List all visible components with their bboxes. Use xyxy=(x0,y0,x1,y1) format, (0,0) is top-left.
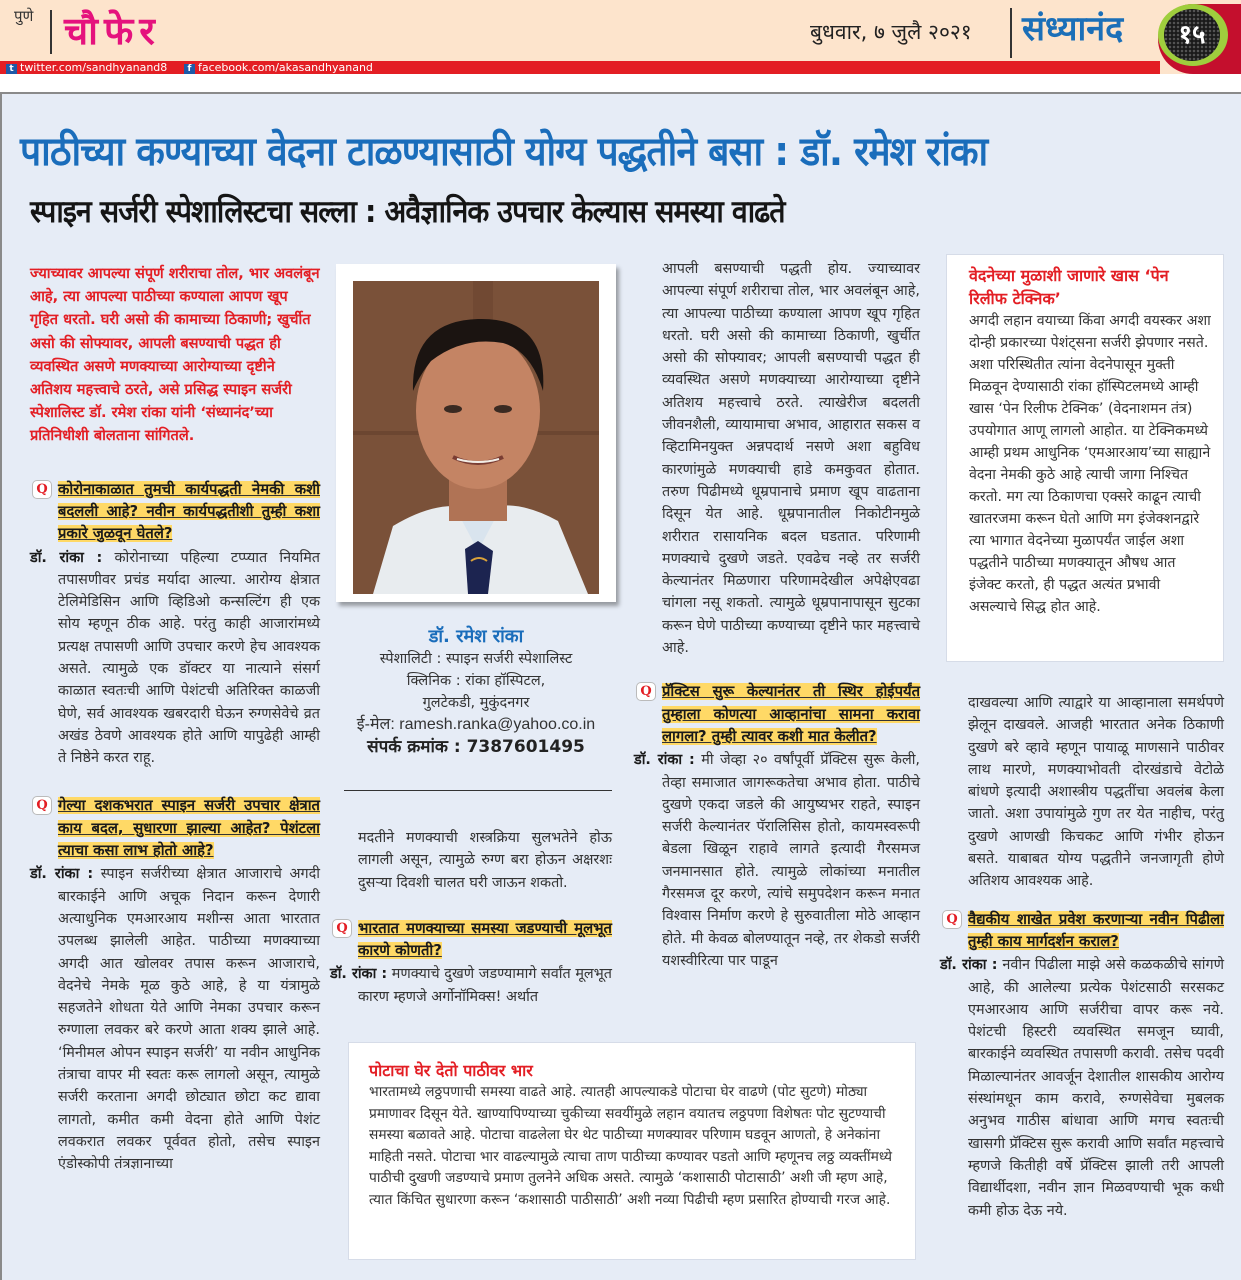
social-bar xyxy=(0,61,1160,74)
clinic-address: गुलटेकडी, मुकुंदनगर xyxy=(422,695,530,711)
facebook-icon: f xyxy=(184,64,195,74)
answer-label: डॉ. रांका : xyxy=(30,866,94,883)
column-1 xyxy=(30,262,320,1176)
question-text: गेल्या दशकभरात स्पाइन सर्जरी उपचार क्षेत्रात काय बदल, सुधारणा झाल्या आहेत? पेशंटला त्याचा कसा लाभ होतो आहे? xyxy=(58,797,320,860)
answer-label: डॉ. रांका : xyxy=(940,957,998,974)
edition-city: पुणे xyxy=(14,7,34,25)
answer xyxy=(30,547,320,770)
answer xyxy=(634,749,920,972)
belly-weight-box xyxy=(348,1042,916,1260)
doctor-photo-frame xyxy=(336,264,616,602)
question xyxy=(30,795,320,862)
question xyxy=(30,479,320,546)
article xyxy=(0,92,1241,1280)
twitter-handle: twitter.com/sandhyanand8 xyxy=(20,61,168,74)
question-text: वैद्यकीय शाखेत प्रवेश करणाऱ्या नवीन पिढीला तुम्ही काय मार्गदर्शन कराल? xyxy=(968,910,1224,950)
question-icon: Q xyxy=(332,919,352,938)
qa-item xyxy=(330,918,612,1008)
masthead xyxy=(0,0,1241,74)
answer-text: मी जेव्हा २० वर्षांपूर्वी प्रॅक्टिस सुरू केली, तेव्हा समाजात जागरूकतेचा अभाव होता. पाठीचे दुखणे एकदा जडले की आयुष्यभर राहते, स्पाइन सर्जरी केल्यानंतर पॅरालिसिस होतो, कायमस्वरूपी बेडला खिळून राहावे लागते इत्यादी गैरसमज जनमानसात होते. त्यामुळे लोकांच्या मनातील गैरसमज दूर करणे, त्यांचे समुपदेशन करून मनात विश्वास निर्माण करणे हे सुरुवातीला मोठे आव्हान होते. मी केवळ बोलण्यातून नव्हे, तर शेकडो सर्जरी यशस्वीरित्या पार पाडून xyxy=(662,752,921,969)
facebook-handle: facebook.com/akasandhyanand xyxy=(198,61,373,74)
divider xyxy=(344,790,612,791)
sidebar-title: वेदनेच्या मुळाशी जाणारे खास ‘पेन रिलीफ टेक्निक’ xyxy=(969,266,1169,308)
qa-item xyxy=(634,681,920,972)
issue-date: बुधवार, ७ जुलै २०२१ xyxy=(810,20,972,44)
facebook-link[interactable] xyxy=(184,61,373,74)
clinic-name: क्लिनिक : रांका हॉस्पिटल, xyxy=(406,673,546,689)
doctor-email[interactable]: ई-मेल: ramesh.ranka@yahoo.co.in xyxy=(356,716,596,733)
column-2 xyxy=(330,827,612,1008)
divider xyxy=(50,10,52,54)
answer-continued: दाखवल्या आणि त्याद्वारे या आव्हानाला समर्थपणे झेलून दाखवले. आजही भारतात अनेक ठिकाणी दुखणे बरे व्हावे म्हणून पायाळू माणसाने पाठीवर लाथ मारणे, मणक्याभोवती दोरखंडाचे वेटोळे बांधणे इत्यादी अशास्त्रीय पद्धतींचा अवलंब केला जातो. अशा उपायांमुळे गुण तर येत नाहीच, परंतु दुखणे आणखी किचकट आणि गंभीर होऊन बसते. याबाबत योग्य पद्धतीने जनजागृती होणे अतिशय आवश्यक आहे. xyxy=(968,695,1224,890)
qa-item xyxy=(30,795,320,1175)
box-title: पोटाचा घेर देतो पाठीवर भार xyxy=(369,1061,533,1080)
sidebar-text: अगदी लहान वयाच्या किंवा अगदी वयस्कर अशा दोन्ही प्रकारच्या पेशंट्सना सर्जरी झेपणार नसते. अशा परिस्थितीत त्यांना वेदनेपासून मुक्ती मिळवून देण्यासाठी रांका हॉस्पिटलमध्ये आम्ही खास ‘पेन रिलीफ टेक्निक’ (वेदनाशमन तंत्र) उपयोगात आणू लागलो आहोत. या टेक्निकमध्ये आम्ही प्रथम आधुनिक ‘एमआरआय’च्या साह्याने वेदना नेमकी कुठे आहे त्याची जागा निश्चित करतो. मग त्या ठिकाणचा एक्सरे काढून त्याची खातरजमा करून घेतो आणि मग इंजेक्शनद्वारे त्या भागात वेदनेच्या मुळापर्यंत जाईल अशा पद्धतीने पाठीच्या मणक्यातून औषध आत इंजेक्ट करतो, ही पद्धत अत्यंत प्रभावी असल्याचे सिद्ध होत आहे. xyxy=(969,313,1211,615)
question xyxy=(330,918,612,963)
question-icon: Q xyxy=(942,910,962,929)
twitter-link[interactable] xyxy=(6,61,167,74)
question-text: भारतात मणक्याच्या समस्या जडण्याची मूलभूत कारणे कोणती? xyxy=(358,919,612,960)
page-number: १५ xyxy=(1164,9,1220,61)
question-icon: Q xyxy=(32,796,52,815)
doctor-portrait-illustration xyxy=(353,281,599,594)
subheadline: स्पाइन सर्जरी स्पेशालिस्टचा सल्ला : अवैज्ञानिक उपचार केल्यास समस्या वाढते xyxy=(30,194,785,230)
intro-paragraph: ज्याच्यावर आपल्या संपूर्ण शरीराचा तोल, भार अवलंबून आहे, त्या आपल्या पाठीच्या कण्याला आपण खूप गृहित धरतो. घरी असो की कामाच्या ठिकाणी; खुर्चीत असो की सोफ्यावर, आपली बसण्याची पद्धत ही व्यवस्थित असणे मणक्याच्या आरोग्याच्या दृष्टीने अतिशय महत्त्वाचे ठरते, असे प्रसिद्ध स्पाइन सर्जरी स्पेशालिस्ट डॉ. रमेश रांका यांनी ‘संध्यानंद’च्या प्रतिनिधीशी बोलताना सांगितले. xyxy=(30,265,320,445)
answer-label: डॉ. रांका : xyxy=(634,752,695,769)
doctor-name: डॉ. रमेश रांका xyxy=(428,626,524,647)
answer-continued: आपली बसण्याची पद्धती होय. ज्याच्यावर आपल्या संपूर्ण शरीराचा तोल, भार अवलंबून आहे, त्या आपल्या पाठीच्या कण्याला आपण खूप गृहित धरतो. घरी असो की कामाच्या ठिकाणी, खुर्चीत असो की सोफ्यावर; आपली बसण्याची पद्धत ही व्यवस्थित असणे मणक्याच्या आरोग्याच्या दृष्टीने अतिशय महत्त्वाचे ठरते. त्याखेरीज बदलती जीवनशैली, व्यायामाचा अभाव, आहारात सकस व व्हिटामिनयुक्त अन्नपदार्थ नसणे अशा बहुविध कारणांमुळे मणक्याची हाडे कमकुवत होतात. तरुण पिढीमध्ये धूम्रपानाचे प्रमाण खूप वाढताना दिसून येत आहे. धूम्रपानातील निकोटीनमुळे शरीरात रासायनिक बदल घडतात. परिणामी मणक्याचे दुखणे जडते. एवढेच नव्हे तर सर्जरी केल्यानंतर मिळणारा परिणामदेखील अपेक्षेएवढा चांगला नसू शकतो. त्यामुळे धूम्रपानापासून सुटका करून घेणे पाठीच्या कण्याच्या दृष्टीने फार महत्त्वाचे आहे. xyxy=(662,261,920,657)
answer-label: डॉ. रांका : xyxy=(30,549,103,566)
question xyxy=(940,909,1224,954)
question-text: कोरोनाकाळात तुमची कार्यपद्धती नेमकी कशी बदलली आहे? नवीन कार्यपद्धतीशी तुम्ही कशा प्रकारे जुळवून घेतले? xyxy=(58,480,320,543)
column-3 xyxy=(634,258,920,972)
box-text: भारतामध्ये लठ्ठपणाची समस्या वाढते आहे. त्यातही आपल्याकडे पोटाचा घेर वाढणे (पोट सुटणे) मोठ्या प्रमाणावर दिसून येते. खाण्यापिण्याच्या चुकीच्या सवयींमुळे लहान वयातच लठ्ठपणा विशेषतः पोट सुटण्याची समस्या बळावते आहे. पोटाचा वाढलेला घेर थेट पाठीच्या मणक्यावर परिणाम घडवून आणतो, हे अनेकांना माहिती नसते. पोटाचा भार वाढल्यामुळे त्याचा ताण पाठीच्या कण्यावर पडतो आणि म्हणूनच लठ्ठ व्यक्तींमध्ये पाठीची दुखणी जडण्याचे प्रमाण तुलनेने अधिक असते. त्यामुळे ‘कशासाठी पोटासाठी’ अशी जी म्हण आहे, त्यात किंचित सुधारणा करून ‘कशासाठी पाठीसाठी’ अशी नव्या पिढीची म्हण प्रसारित होण्याची गरज आहे. xyxy=(369,1084,893,1208)
question-icon: Q xyxy=(32,480,52,499)
headline: पाठीच्या कण्याच्या वेदना टाळण्यासाठी योग्य पद्धतीने बसा : डॉ. रमेश रांका xyxy=(20,129,988,175)
doctor-specialty: स्पेशालिटी : स्पाइन सर्जरी स्पेशालिस्ट xyxy=(379,651,573,667)
divider xyxy=(1010,8,1012,58)
qa-item xyxy=(30,479,320,770)
answer-text: स्पाइन सर्जरीच्या क्षेत्रात आजाराचे अगदी बारकाईने आणि अचूक निदान करून देणारी अत्याधुनिक एमआरआय मशीन्स आता भारतात उपलब्ध झालेली आहेत. पाठीच्या मणक्याच्या अगदी आत खोलवर तपास करून आजाराचे, वेदनेचे नेमके मूळ कुठे आहे, हे या यंत्रामुळे सहजतेने शोधता येते आणि नेमका उपचार करून रुग्णाला लवकर बरे करणे आता शक्य झाले आहे. ‘मिनीमल ओपन स्पाइन सर्जरी’ या नवीन आधुनिक तंत्राचा वापर मी स्वतः करू लागलो असून, त्यामुळे सर्जरी करताना अगदी छोट्यात छोटा कट द्यावा लागतो, कमीत कमी वेदना होते आणि पेशंट लवकरात लवकर पूर्ववत होतो, तसेच स्पाइन एंडोस्कोपी तंत्रज्ञानाच्या xyxy=(58,866,321,1173)
answer-text: नवीन पिढीला माझे असे कळकळीचे सांगणे आहे, की आलेल्या प्रत्येक पेशंटसाठी सरसकट एमआरआय आणि सर्जरीचा वापर करू नये. पेशंटची हिस्टरी व्यवस्थित समजून घ्यावी, बारकाईने व्यवस्थित तपासणी करावी. तसेच पदवी मिळाल्यानंतर आवर्जून देशातील शासकीय आरोग्य संस्थांमधून काम करावे, रुग्णसेवेचा मुबलक अनुभव गाठीस बांधावा आणि मगच स्वतःची खासगी प्रॅक्टिस सुरू करावी आणि सर्वांत महत्त्वाचे म्हणजे कितीही वर्षे प्रॅक्टिस झाली तरी आपली विद्यार्थीदशा, नवीन ज्ञान मिळवण्याची भूक कधी कमी होऊ देऊ नये. xyxy=(968,957,1225,1219)
answer xyxy=(940,954,1224,1222)
answer-text: कोरोनाच्या पहिल्या टप्प्यात नियमित तपासणीवर प्रचंड मर्यादा आल्या. आरोग्य क्षेत्रात टेलिमेडिसिन आणि व्हिडिओ कन्सल्टिंग ही एक सोय म्हणून ठीक आहे. परंतु काही आजारांमध्ये प्रत्यक्ष तपासणी आणि उपचार करणे हेच आवश्यक असते. त्यामुळे एक डॉक्टर या नात्याने संसर्ग काळात स्वतःची आणि पेशंटची अतिरिक्त काळजी घेणे, सर्व आवश्यक खबरदारी घेऊन रुग्णसेवेचे व्रत अखंड ठेवणे आवश्यक होते आणि यापुढेही आम्ही ते निष्ठेने करत राहू. xyxy=(58,549,321,767)
doctor-phone[interactable]: संपर्क क्रमांक : 7387601495 xyxy=(367,737,585,757)
question xyxy=(634,681,920,748)
question-icon: Q xyxy=(636,682,656,701)
qa-item xyxy=(940,909,1224,1222)
answer xyxy=(30,863,320,1175)
doctor-profile xyxy=(336,626,616,758)
question-text: प्रॅक्टिस सुरू केल्यानंतर ती स्थिर होईपर्यंत तुम्हाला कोणत्या आव्हानांचा सामना करावा लागला? तुम्ही त्यावर कशी मात केलीत? xyxy=(662,683,920,745)
answer-continued: मदतीने मणक्याची शस्त्रक्रिया सुलभतेने होऊ लागली असून, त्यामुळे रुग्ण बरा होऊन अक्षरशः दुसऱ्या दिवशी चालत घरी जाऊन शकतो. xyxy=(358,830,612,891)
section-name: चौफेर xyxy=(64,9,161,53)
page-number-badge xyxy=(1158,4,1241,74)
column-4 xyxy=(940,692,1224,1222)
answer-text: मणक्याचे दुखणे जडण्यामागे सर्वांत मूलभूत कारण म्हणजे अर्गोनॉमिक्स! अर्थात xyxy=(358,966,613,1005)
answer xyxy=(330,963,612,1008)
answer-label: डॉ. रांका : xyxy=(330,966,388,983)
doctor-photo xyxy=(353,281,599,594)
twitter-icon: t xyxy=(6,64,17,74)
pain-relief-sidebar xyxy=(946,254,1224,662)
newspaper-logo: संध्यानंद xyxy=(1022,9,1124,49)
